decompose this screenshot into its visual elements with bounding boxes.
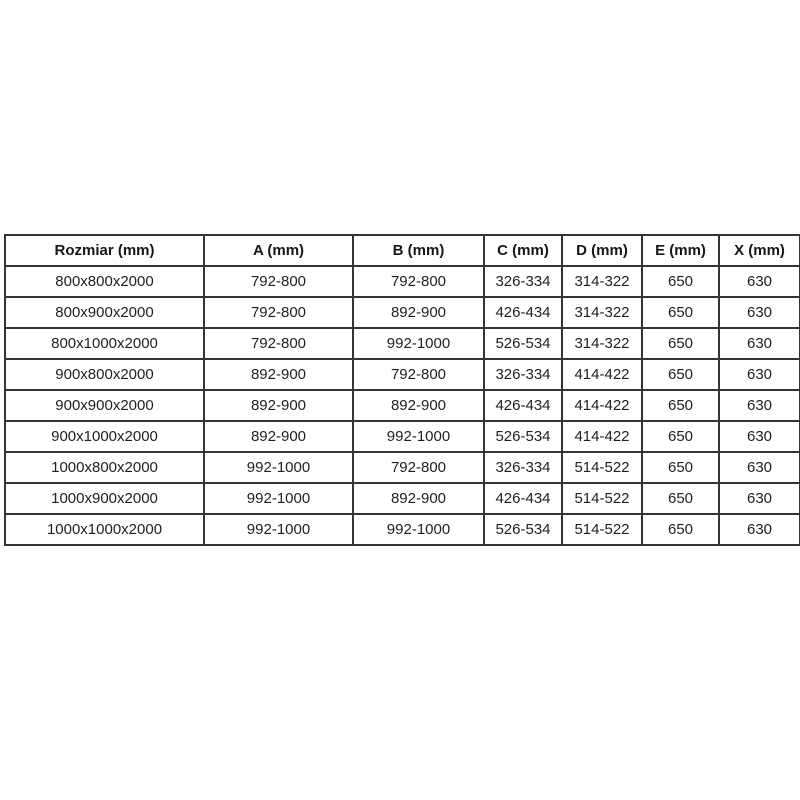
- column-header-e: E (mm): [642, 235, 719, 266]
- cell-c: 326-334: [484, 266, 562, 297]
- cell-a: 992-1000: [204, 452, 353, 483]
- cell-b: 992-1000: [353, 421, 484, 452]
- column-header-a: A (mm): [204, 235, 353, 266]
- cell-rozmiar: 1000x800x2000: [5, 452, 204, 483]
- cell-e: 650: [642, 452, 719, 483]
- cell-rozmiar: 1000x900x2000: [5, 483, 204, 514]
- cell-b: 892-900: [353, 297, 484, 328]
- cell-e: 650: [642, 390, 719, 421]
- cell-d: 414-422: [562, 359, 642, 390]
- cell-rozmiar: 800x800x2000: [5, 266, 204, 297]
- table-row: [5, 328, 800, 359]
- cell-c: 526-534: [484, 421, 562, 452]
- cell-b: 992-1000: [353, 514, 484, 545]
- cell-rozmiar: 900x1000x2000: [5, 421, 204, 452]
- cell-x: 630: [719, 483, 800, 514]
- cell-d: 514-522: [562, 483, 642, 514]
- cell-d: 314-322: [562, 297, 642, 328]
- column-header-c: C (mm): [484, 235, 562, 266]
- cell-a: 892-900: [204, 421, 353, 452]
- cell-c: 426-434: [484, 297, 562, 328]
- cell-a: 792-800: [204, 328, 353, 359]
- cell-e: 650: [642, 328, 719, 359]
- cell-rozmiar: 1000x1000x2000: [5, 514, 204, 545]
- table-row: [5, 266, 800, 297]
- cell-x: 630: [719, 297, 800, 328]
- cell-b: 992-1000: [353, 328, 484, 359]
- cell-d: 414-422: [562, 390, 642, 421]
- cell-d: 314-322: [562, 328, 642, 359]
- cell-d: 514-522: [562, 452, 642, 483]
- cell-a: 892-900: [204, 359, 353, 390]
- cell-d: 514-522: [562, 514, 642, 545]
- cell-x: 630: [719, 514, 800, 545]
- cell-x: 630: [719, 390, 800, 421]
- table-row: [5, 514, 800, 545]
- size-spec-table: [4, 234, 800, 546]
- cell-e: 650: [642, 421, 719, 452]
- cell-d: 414-422: [562, 421, 642, 452]
- cell-a: 792-800: [204, 266, 353, 297]
- table-row: [5, 390, 800, 421]
- cell-c: 426-434: [484, 390, 562, 421]
- cell-e: 650: [642, 359, 719, 390]
- cell-b: 792-800: [353, 266, 484, 297]
- column-header-b: B (mm): [353, 235, 484, 266]
- size-spec-table-container: [4, 234, 799, 546]
- cell-rozmiar: 900x900x2000: [5, 390, 204, 421]
- cell-x: 630: [719, 266, 800, 297]
- column-header-x: X (mm): [719, 235, 800, 266]
- cell-a: 992-1000: [204, 483, 353, 514]
- cell-b: 892-900: [353, 483, 484, 514]
- cell-c: 326-334: [484, 359, 562, 390]
- cell-rozmiar: 800x1000x2000: [5, 328, 204, 359]
- cell-b: 792-800: [353, 359, 484, 390]
- column-header-rozmiar: Rozmiar (mm): [5, 235, 204, 266]
- cell-c: 326-334: [484, 452, 562, 483]
- cell-d: 314-322: [562, 266, 642, 297]
- cell-a: 892-900: [204, 390, 353, 421]
- table-row: [5, 297, 800, 328]
- header-row: [5, 235, 800, 266]
- table-row: [5, 359, 800, 390]
- cell-x: 630: [719, 421, 800, 452]
- table-row: [5, 452, 800, 483]
- cell-e: 650: [642, 483, 719, 514]
- column-header-d: D (mm): [562, 235, 642, 266]
- cell-c: 526-534: [484, 514, 562, 545]
- cell-x: 630: [719, 328, 800, 359]
- cell-rozmiar: 900x800x2000: [5, 359, 204, 390]
- cell-a: 992-1000: [204, 514, 353, 545]
- cell-rozmiar: 800x900x2000: [5, 297, 204, 328]
- cell-b: 792-800: [353, 452, 484, 483]
- cell-c: 526-534: [484, 328, 562, 359]
- cell-x: 630: [719, 452, 800, 483]
- cell-e: 650: [642, 297, 719, 328]
- table-row: [5, 421, 800, 452]
- cell-x: 630: [719, 359, 800, 390]
- cell-b: 892-900: [353, 390, 484, 421]
- cell-e: 650: [642, 266, 719, 297]
- cell-a: 792-800: [204, 297, 353, 328]
- table-row: [5, 483, 800, 514]
- cell-c: 426-434: [484, 483, 562, 514]
- cell-e: 650: [642, 514, 719, 545]
